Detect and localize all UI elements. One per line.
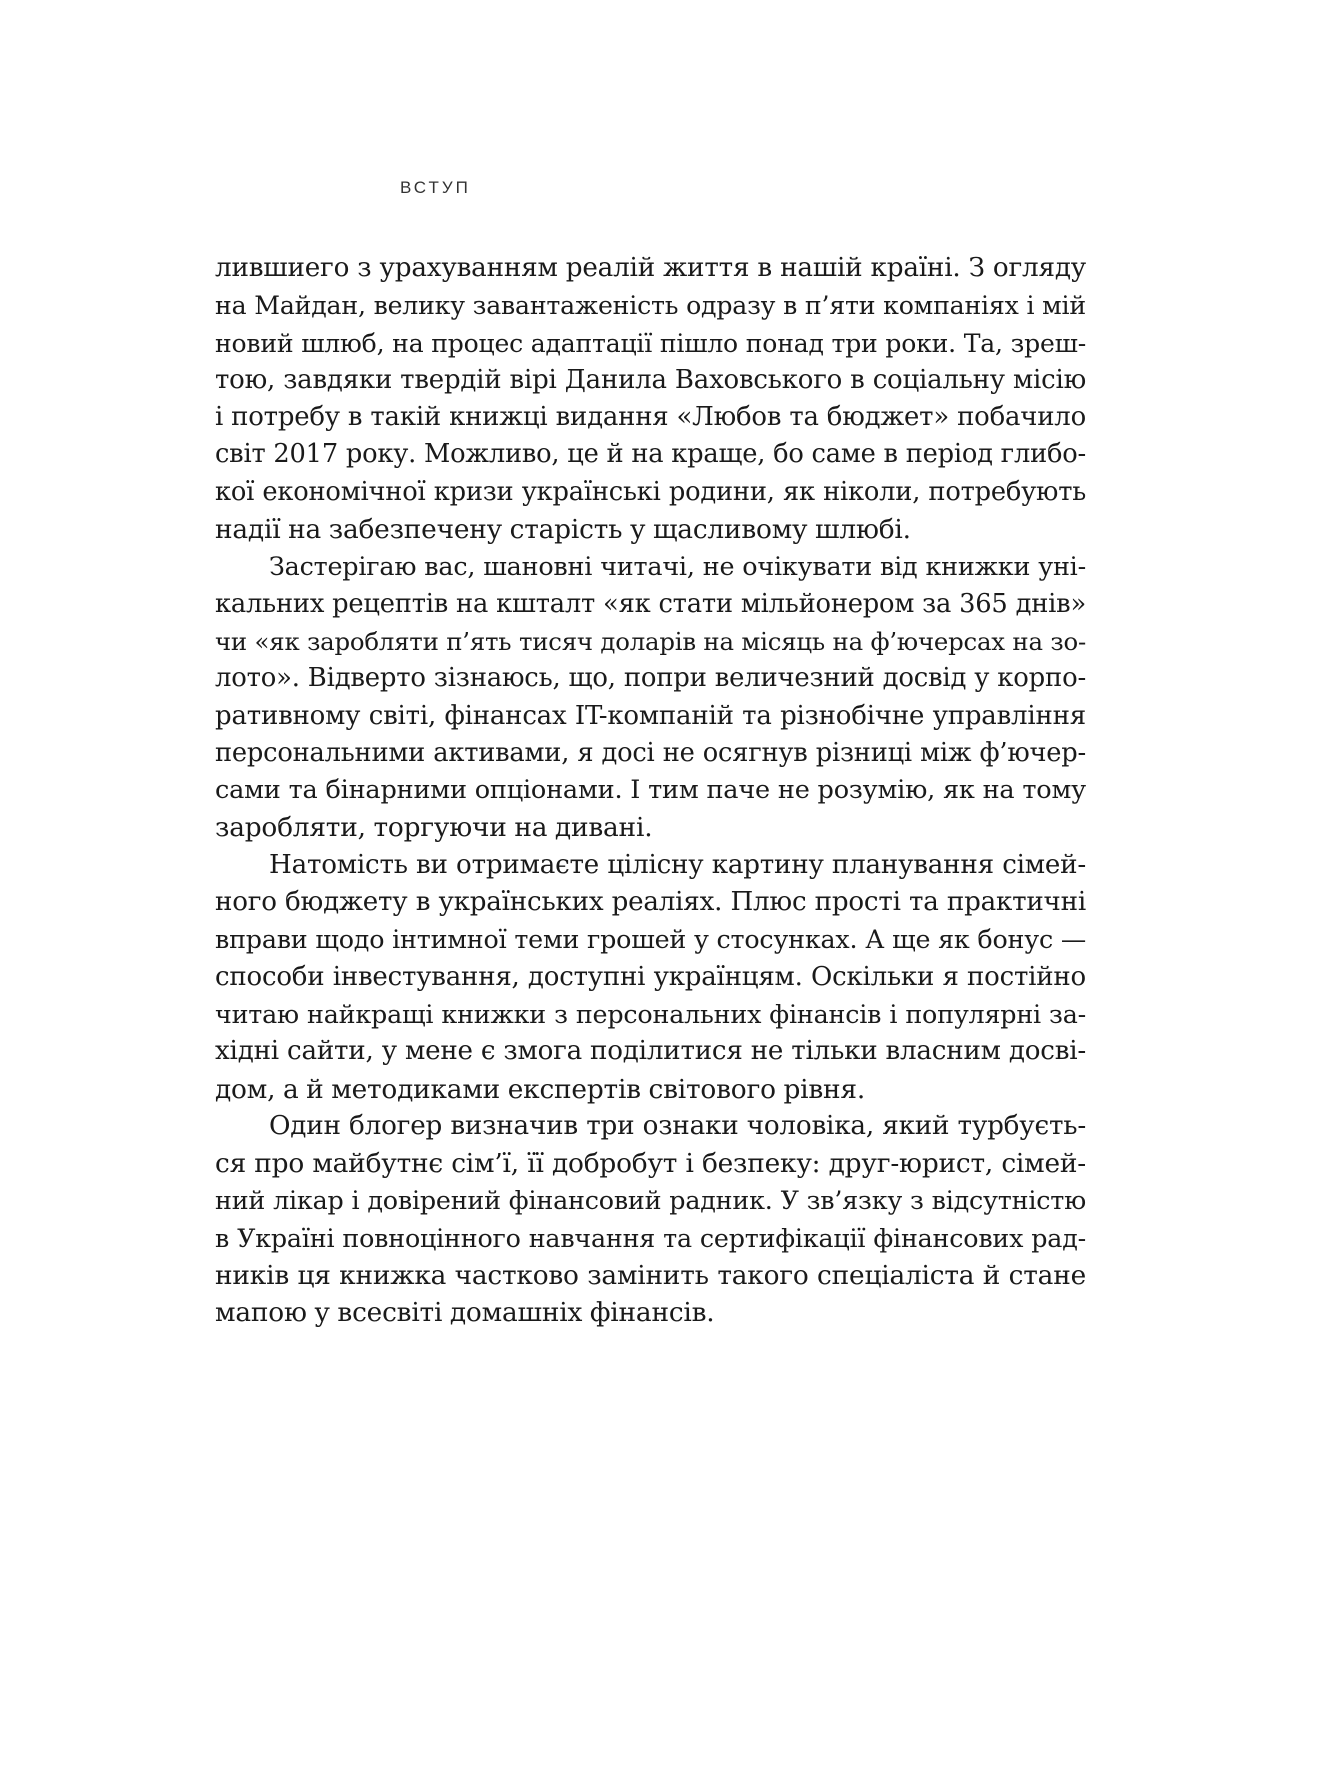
text-line: тою, завдяки твердій вірі Данила Ваховського в соціальну місію (215, 364, 1086, 395)
text-line: світ 2017 року. Можливо, це й на краще, бо саме в період глибо- (215, 439, 1086, 470)
text-line: мапою у всесвіті домашніх фінансів. (215, 1297, 715, 1329)
text-line: ративному світі, фінансах IT-компаній та різнобічне управління (215, 700, 1086, 731)
text-line: способи інвестування, доступні українцям. Оскільки я постійно (215, 961, 1086, 992)
text-line: вправи щодо інтимної теми грошей у стосунках. А ще як бонус — (215, 924, 1086, 955)
text-line: кальних рецептів на кшталт «як стати мільйонером за 365 днів» (215, 588, 1086, 619)
paragraph (215, 250, 1086, 548)
text-line: хідні сайти, у мене є змога поділитися не тільки власним досві- (215, 1036, 1086, 1067)
text-line: Один блогер визначив три ознаки чоловіка, який турбуєть- (269, 1110, 1086, 1141)
text-line: персональними активами, я досі не осягнув різниці між ф’ючер- (215, 737, 1086, 768)
text-line: лившиего з урахуванням реалій життя в нашій країні. З огляду (215, 253, 1086, 283)
text-line: ного бюджету в українських реаліях. Плюс прості та практичні (215, 887, 1086, 918)
text-line: лото». Відверто зізнаюсь, що, попри величезний досвід у корпо- (215, 663, 1086, 694)
text-line: дом, а й методиками експертів світового рівня. (215, 1073, 866, 1105)
text-line: на Майдан, велику завантаженість одразу в п’яти компаніях і мій (215, 291, 1086, 321)
text-line: ний лікар і довірений фінансовий радник. У зв’язку з відсутністю (215, 1185, 1086, 1216)
body-text (215, 250, 1086, 1332)
text-line: ників ця книжка частково замінить такого спеціаліста й стане (215, 1260, 1086, 1292)
text-line: сами та бінарними опціонами. І тим паче не розумію, як на тому (215, 775, 1086, 806)
text-line: новий шлюб, на процес адаптації пішло понад три роки. Та, зреш- (215, 328, 1086, 358)
text-line: читаю найкращі книжки з персональних фінансів і популярні за- (215, 998, 1086, 1029)
text-line: заробляти, торгуючи на дивані. (215, 812, 653, 844)
text-line: Натомість ви отримаєте цілісну картину планування сімей- (269, 849, 1086, 880)
text-line: чи «як заробляти п’ять тисяч доларів на місяць на ф’ючерсах на зо- (215, 626, 1086, 656)
text-line: кої економічної кризи українські родини, як ніколи, потребують (215, 476, 1086, 507)
paragraph (215, 847, 1086, 1108)
text-line: Застерігаю вас, шановні читачі, не очікувати від книжки уні- (269, 551, 1086, 582)
paragraph (215, 1108, 1086, 1332)
running-head: ВСТУП (400, 178, 471, 197)
text-line: і потребу в такій книжці видання «Любов та бюджет» побачило (215, 402, 1086, 433)
text-line: ся про майбутнє сім’ї, її добробут і безпеку: друг-юрист, сімей- (215, 1148, 1086, 1180)
text-line: в Україні повноцінного навчання та сертифікації фінансових рад- (215, 1222, 1086, 1253)
paragraph (215, 548, 1086, 846)
text-line: надії на забезпечену старість у щасливому шлюбі. (215, 514, 911, 546)
